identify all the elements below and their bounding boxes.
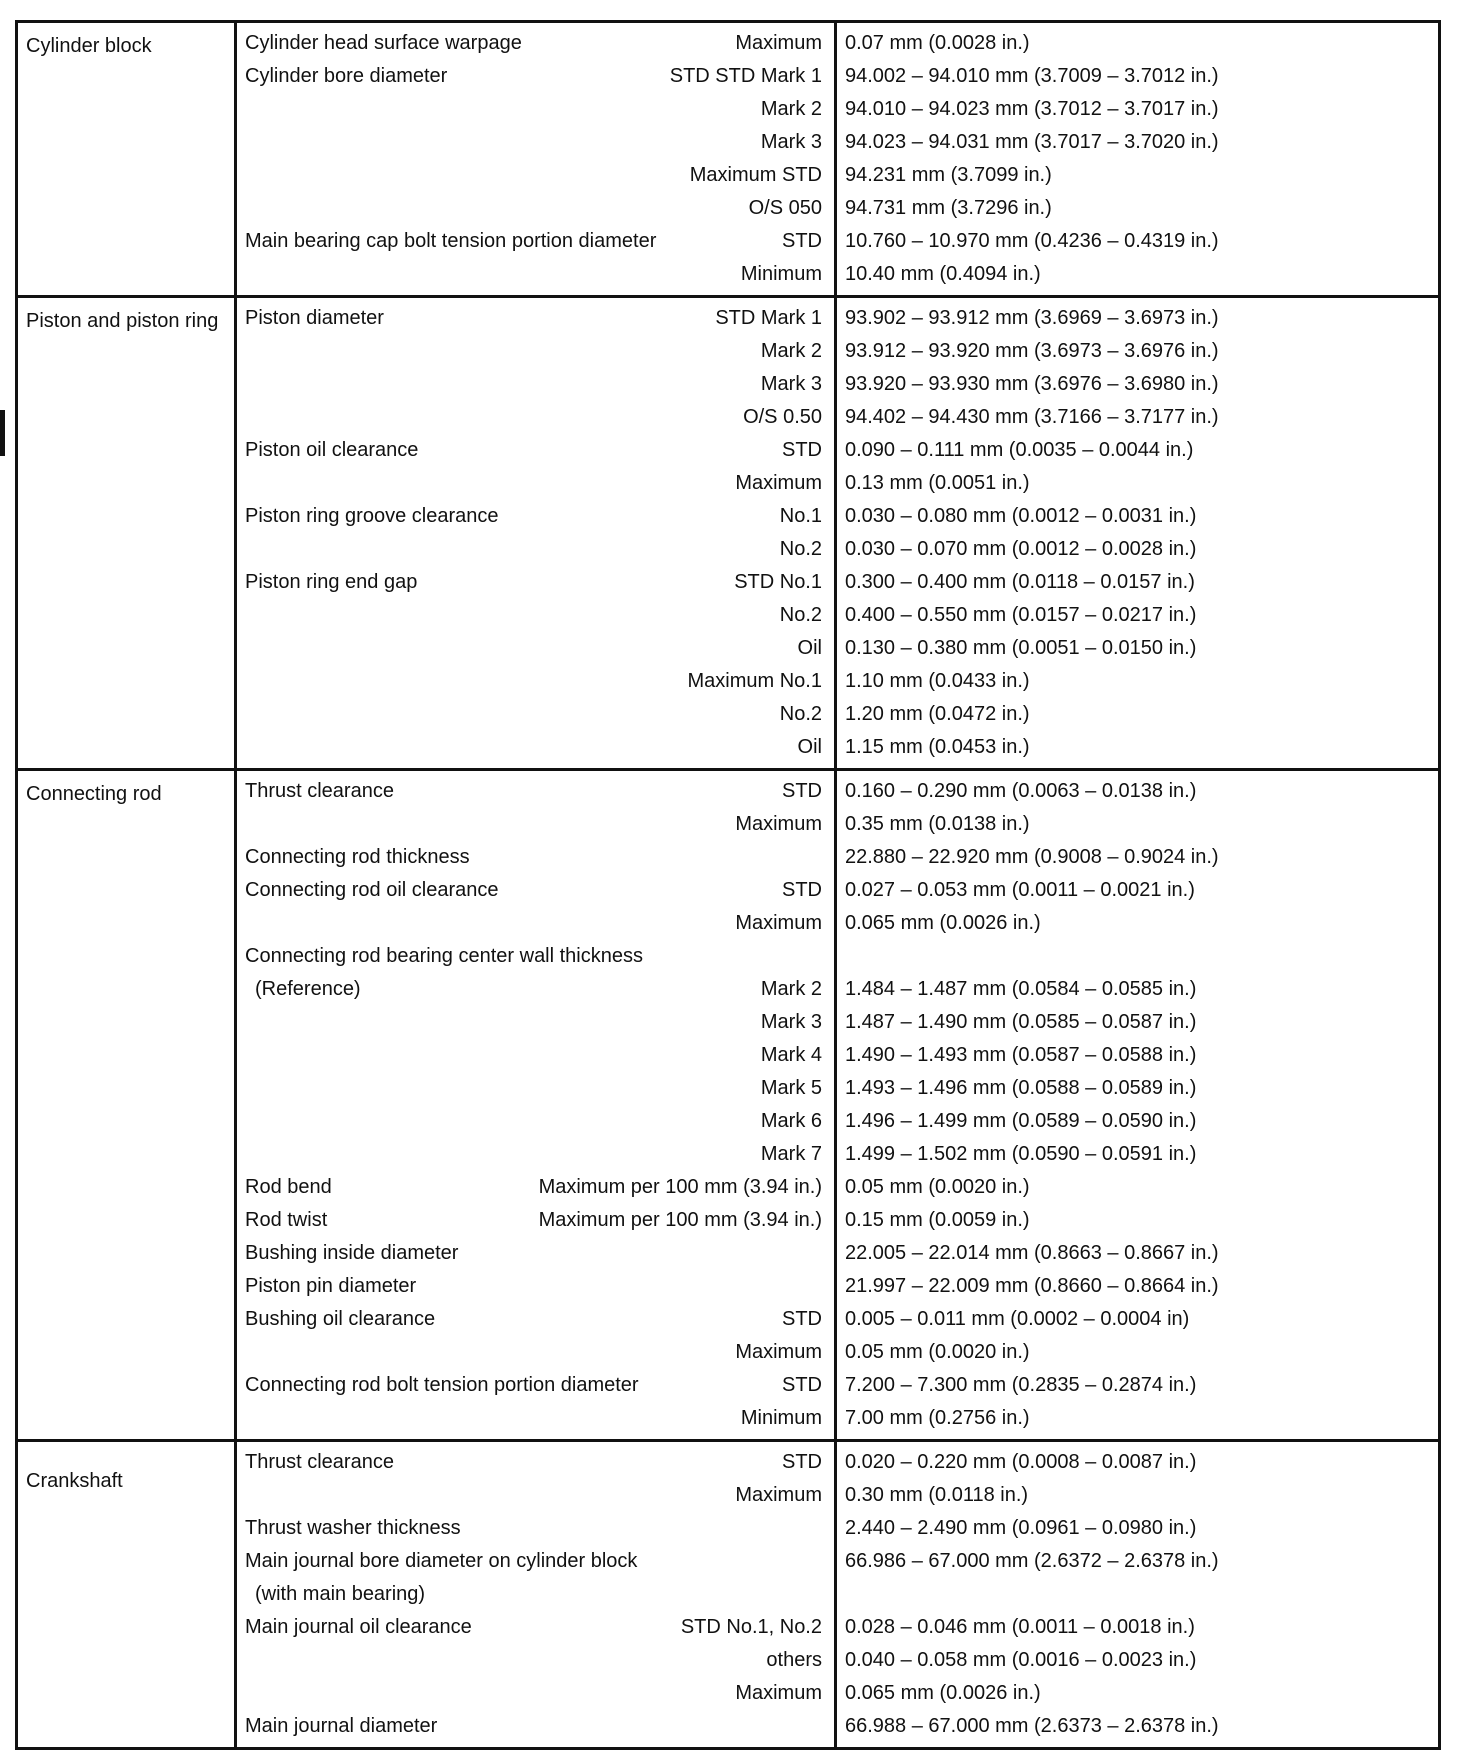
item-label bbox=[237, 731, 798, 764]
spec-value: 1.15 mm (0.0453 in.) bbox=[845, 736, 1030, 758]
spec-item-row bbox=[237, 1072, 834, 1105]
item-qualifier: Mark 6 bbox=[760, 1110, 822, 1132]
spec-value: 0.400 – 0.550 mm (0.0157 – 0.0217 in.) bbox=[845, 604, 1197, 626]
spec-item-row bbox=[237, 302, 834, 335]
spec-value: 1.484 – 1.487 mm (0.0584 – 0.0585 in.) bbox=[845, 978, 1197, 1000]
item-label: Thrust clearance bbox=[245, 1451, 394, 1473]
spec-value-row bbox=[837, 599, 1438, 632]
item-label bbox=[237, 1644, 766, 1677]
item-qualifier: Mark 3 bbox=[760, 373, 822, 395]
spec-value: 0.090 – 0.111 mm (0.0035 – 0.0044 in.) bbox=[845, 439, 1194, 461]
spec-item-row bbox=[237, 1479, 834, 1512]
item-qualifier: Maximum bbox=[735, 813, 822, 835]
spec-value-row bbox=[837, 159, 1438, 192]
spec-value-row bbox=[837, 60, 1438, 93]
spec-item-row bbox=[237, 599, 834, 632]
item-label bbox=[237, 1072, 761, 1105]
item-label bbox=[237, 1479, 735, 1512]
item-qualifier: Mark 4 bbox=[760, 1044, 822, 1066]
spec-value: 0.040 – 0.058 mm (0.0016 – 0.0023 in.) bbox=[845, 1649, 1197, 1671]
spec-item-row bbox=[237, 1545, 834, 1578]
spec-value-row bbox=[837, 302, 1438, 335]
spec-item-row bbox=[237, 225, 834, 258]
item-qualifier: Maximum bbox=[735, 1484, 822, 1506]
spec-item-row bbox=[237, 126, 834, 159]
item-qualifier bbox=[822, 1512, 834, 1545]
item-qualifier: No.1 bbox=[779, 505, 822, 527]
spec-item-row bbox=[237, 192, 834, 225]
item-qualifier: STD bbox=[782, 879, 822, 901]
spec-value-row bbox=[837, 698, 1438, 731]
spec-value-row bbox=[837, 1138, 1438, 1171]
spec-table-body bbox=[17, 22, 1440, 1749]
spec-item-row bbox=[237, 1710, 834, 1743]
spec-value-row bbox=[837, 1611, 1438, 1644]
item-label: Piston pin diameter bbox=[245, 1275, 417, 1297]
spec-item-row bbox=[237, 93, 834, 126]
item-column bbox=[236, 297, 836, 770]
spec-value: 7.200 – 7.300 mm (0.2835 – 0.2874 in.) bbox=[845, 1374, 1197, 1396]
spec-item-row bbox=[237, 1039, 834, 1072]
item-label bbox=[237, 907, 735, 940]
spec-item-row bbox=[237, 1512, 834, 1545]
item-qualifier: No.2 bbox=[779, 703, 822, 725]
spec-value: 7.00 mm (0.2756 in.) bbox=[845, 1407, 1030, 1429]
spec-value-row bbox=[837, 335, 1438, 368]
item-label: Main bearing cap bolt tension portion diameter bbox=[245, 230, 657, 252]
item-label bbox=[237, 808, 735, 841]
item-qualifier: No.2 bbox=[779, 604, 822, 626]
spec-value-row bbox=[837, 1204, 1438, 1237]
spec-item-row bbox=[237, 533, 834, 566]
spec-value: 1.487 – 1.490 mm (0.0585 – 0.0587 in.) bbox=[845, 1011, 1197, 1033]
item-label bbox=[237, 1006, 761, 1039]
item-qualifier: STD bbox=[782, 1451, 822, 1473]
item-qualifier: others bbox=[766, 1649, 822, 1671]
item-label bbox=[237, 1336, 735, 1369]
item-qualifier: O/S 0.50 bbox=[743, 406, 822, 428]
spec-value-row bbox=[837, 665, 1438, 698]
spec-item-row bbox=[237, 973, 834, 1006]
item-label bbox=[237, 335, 761, 368]
spec-item-row bbox=[237, 1677, 834, 1710]
spec-item-row bbox=[237, 1171, 834, 1204]
spec-item-row bbox=[237, 401, 834, 434]
item-qualifier: Maximum bbox=[735, 1341, 822, 1363]
item-label: Bushing inside diameter bbox=[245, 1242, 459, 1264]
spec-value: 21.997 – 22.009 mm (0.8660 – 0.8664 in.) bbox=[845, 1275, 1219, 1297]
item-label: Thrust clearance bbox=[245, 780, 394, 802]
spec-value: 66.988 – 67.000 mm (2.6373 – 2.6378 in.) bbox=[845, 1715, 1219, 1737]
spec-value: 0.05 mm (0.0020 in.) bbox=[845, 1176, 1030, 1198]
spec-item-row bbox=[237, 434, 834, 467]
value-column bbox=[836, 770, 1440, 1441]
spec-value-row bbox=[837, 225, 1438, 258]
item-qualifier: Maximum bbox=[735, 912, 822, 934]
item-label: Main journal oil clearance bbox=[245, 1616, 472, 1638]
category-label: Piston and piston ring bbox=[17, 297, 236, 770]
spec-value-row bbox=[837, 1006, 1438, 1039]
item-label: Connecting rod bearing center wall thickness bbox=[245, 945, 643, 967]
item-label: Rod bend bbox=[245, 1176, 332, 1198]
spec-item-row bbox=[237, 368, 834, 401]
spec-value-row bbox=[837, 973, 1438, 1006]
spec-value: 22.005 – 22.014 mm (0.8663 – 0.8667 in.) bbox=[845, 1242, 1219, 1264]
item-label: Bushing oil clearance bbox=[245, 1308, 436, 1330]
item-qualifier: Minimum bbox=[740, 1407, 822, 1429]
item-label bbox=[237, 533, 780, 566]
item-qualifier bbox=[822, 1710, 834, 1743]
spec-value: 94.010 – 94.023 mm (3.7012 – 3.7017 in.) bbox=[845, 98, 1219, 120]
spec-value-row bbox=[837, 775, 1438, 808]
spec-value-row bbox=[837, 1512, 1438, 1545]
spec-item-row bbox=[237, 874, 834, 907]
spec-item-row bbox=[237, 1204, 834, 1237]
spec-value-row bbox=[837, 1039, 1438, 1072]
spec-value-row bbox=[837, 1578, 1438, 1611]
item-label bbox=[237, 1105, 761, 1138]
item-qualifier: STD bbox=[782, 439, 822, 461]
spec-item-row bbox=[237, 1336, 834, 1369]
item-qualifier: Mark 7 bbox=[760, 1143, 822, 1165]
item-qualifier: Mark 3 bbox=[760, 1011, 822, 1033]
item-label: Main journal bore diameter on cylinder block bbox=[245, 1550, 638, 1572]
spec-item-row bbox=[237, 940, 834, 973]
item-label: Connecting rod oil clearance bbox=[245, 879, 499, 901]
spec-item-row bbox=[237, 665, 834, 698]
spec-item-row bbox=[237, 500, 834, 533]
item-label: Connecting rod bolt tension portion diameter bbox=[245, 1374, 639, 1396]
spec-item-row bbox=[237, 1237, 834, 1270]
item-qualifier: No.2 bbox=[779, 538, 822, 560]
spec-value: 93.912 – 93.920 mm (3.6973 – 3.6976 in.) bbox=[845, 340, 1219, 362]
spec-value: 94.023 – 94.031 mm (3.7017 – 3.7020 in.) bbox=[845, 131, 1219, 153]
spec-item-row bbox=[237, 27, 834, 60]
spec-section bbox=[17, 770, 1440, 1441]
item-qualifier: Mark 2 bbox=[760, 98, 822, 120]
spec-value-row bbox=[837, 940, 1438, 973]
spec-value-row bbox=[837, 1171, 1438, 1204]
spec-item-row bbox=[237, 907, 834, 940]
item-qualifier bbox=[822, 1545, 834, 1578]
item-label bbox=[237, 159, 690, 192]
item-qualifier: Maximum bbox=[735, 472, 822, 494]
spec-value: 0.020 – 0.220 mm (0.0008 – 0.0087 in.) bbox=[845, 1451, 1197, 1473]
item-label bbox=[237, 126, 761, 159]
spec-value: 0.005 – 0.011 mm (0.0002 – 0.0004 in) bbox=[845, 1308, 1190, 1330]
item-qualifier: Mark 3 bbox=[760, 131, 822, 153]
spec-value: 93.902 – 93.912 mm (3.6969 – 3.6973 in.) bbox=[845, 307, 1219, 329]
item-label bbox=[237, 632, 798, 665]
spec-value: 2.440 – 2.490 mm (0.0961 – 0.0980 in.) bbox=[845, 1517, 1197, 1539]
item-label bbox=[237, 1039, 761, 1072]
spec-item-row bbox=[237, 1270, 834, 1303]
item-label bbox=[237, 467, 735, 500]
spec-value: 94.402 – 94.430 mm (3.7166 – 3.7177 in.) bbox=[845, 406, 1219, 428]
item-qualifier: Minimum bbox=[740, 263, 822, 285]
spec-value-row bbox=[837, 1710, 1438, 1743]
item-label bbox=[237, 1402, 741, 1435]
spec-value: 10.40 mm (0.4094 in.) bbox=[845, 263, 1041, 285]
spec-value-row bbox=[837, 467, 1438, 500]
spec-item-row bbox=[237, 467, 834, 500]
spec-value: 1.20 mm (0.0472 in.) bbox=[845, 703, 1030, 725]
item-qualifier: Maximum per 100 mm (3.94 in.) bbox=[538, 1176, 822, 1198]
item-qualifier: STD bbox=[782, 780, 822, 802]
item-label bbox=[237, 192, 749, 225]
spec-value-row bbox=[837, 808, 1438, 841]
category-label: Crankshaft bbox=[17, 1441, 236, 1749]
spec-value-row bbox=[837, 1545, 1438, 1578]
item-label bbox=[237, 401, 743, 434]
spec-value: 1.490 – 1.493 mm (0.0587 – 0.0588 in.) bbox=[845, 1044, 1197, 1066]
spec-value-row bbox=[837, 500, 1438, 533]
item-qualifier bbox=[822, 1578, 834, 1611]
item-qualifier: Maximum bbox=[735, 1682, 822, 1704]
spec-item-row bbox=[237, 698, 834, 731]
spec-value-row bbox=[837, 632, 1438, 665]
item-label: Piston ring end gap bbox=[245, 571, 418, 593]
item-label: (Reference) bbox=[255, 978, 361, 1000]
spec-value-row bbox=[837, 1402, 1438, 1435]
spec-item-row bbox=[237, 566, 834, 599]
spec-value-row bbox=[837, 93, 1438, 126]
spec-section bbox=[17, 22, 1440, 297]
item-label: Main journal diameter bbox=[245, 1715, 438, 1737]
item-label bbox=[237, 258, 741, 291]
spec-item-row bbox=[237, 775, 834, 808]
item-qualifier: STD bbox=[782, 1308, 822, 1330]
spec-value: 94.731 mm (3.7296 in.) bbox=[845, 197, 1052, 219]
spec-value: 94.231 mm (3.7099 in.) bbox=[845, 164, 1052, 186]
spec-value-row bbox=[837, 1644, 1438, 1677]
item-label bbox=[237, 368, 761, 401]
spec-value-row bbox=[837, 566, 1438, 599]
item-qualifier: STD STD Mark 1 bbox=[669, 65, 822, 87]
spec-value: 1.499 – 1.502 mm (0.0590 – 0.0591 in.) bbox=[845, 1143, 1197, 1165]
item-qualifier bbox=[822, 841, 834, 874]
spec-item-row bbox=[237, 1611, 834, 1644]
spec-value: 0.05 mm (0.0020 in.) bbox=[845, 1341, 1030, 1363]
item-label bbox=[237, 599, 780, 632]
spec-value: 0.027 – 0.053 mm (0.0011 – 0.0021 in.) bbox=[845, 879, 1195, 901]
spec-value-row bbox=[837, 907, 1438, 940]
item-label bbox=[237, 1138, 761, 1171]
item-column bbox=[236, 770, 836, 1441]
spec-item-row bbox=[237, 1105, 834, 1138]
spec-value-row bbox=[837, 27, 1438, 60]
item-qualifier: STD bbox=[782, 230, 822, 252]
spec-item-row bbox=[237, 1006, 834, 1039]
spec-value-row bbox=[837, 1479, 1438, 1512]
spec-item-row bbox=[237, 60, 834, 93]
item-label bbox=[237, 698, 780, 731]
spec-value: 0.030 – 0.080 mm (0.0012 – 0.0031 in.) bbox=[845, 505, 1197, 527]
item-qualifier: STD bbox=[782, 1374, 822, 1396]
spec-value: 66.986 – 67.000 mm (2.6372 – 2.6378 in.) bbox=[845, 1550, 1219, 1572]
spec-value: 0.13 mm (0.0051 in.) bbox=[845, 472, 1030, 494]
item-label: Rod twist bbox=[245, 1209, 328, 1231]
item-label bbox=[237, 1677, 735, 1710]
spec-value-row bbox=[837, 434, 1438, 467]
item-qualifier bbox=[822, 940, 834, 973]
spec-item-row bbox=[237, 1402, 834, 1435]
item-column bbox=[236, 22, 836, 297]
spec-value-row bbox=[837, 533, 1438, 566]
spec-value: 94.002 – 94.010 mm (3.7009 – 3.7012 in.) bbox=[845, 65, 1219, 87]
spec-value-row bbox=[837, 1270, 1438, 1303]
item-label: Piston ring groove clearance bbox=[245, 505, 499, 527]
item-label: Thrust washer thickness bbox=[245, 1517, 461, 1539]
item-qualifier: Oil bbox=[797, 736, 822, 758]
item-label: Piston oil clearance bbox=[245, 439, 419, 461]
spec-value-row bbox=[837, 126, 1438, 159]
spec-item-row bbox=[237, 1578, 834, 1611]
spec-value: 0.07 mm (0.0028 in.) bbox=[845, 32, 1030, 54]
spec-value: 0.065 mm (0.0026 in.) bbox=[845, 1682, 1041, 1704]
item-qualifier: O/S 050 bbox=[748, 197, 822, 219]
spec-section bbox=[17, 297, 1440, 770]
spec-value-row bbox=[837, 841, 1438, 874]
spec-value: 0.065 mm (0.0026 in.) bbox=[845, 912, 1041, 934]
item-label bbox=[237, 665, 688, 698]
spec-value: 0.130 – 0.380 mm (0.0051 – 0.0150 in.) bbox=[845, 637, 1197, 659]
spec-value: 0.15 mm (0.0059 in.) bbox=[845, 1209, 1030, 1231]
item-qualifier: Oil bbox=[797, 637, 822, 659]
item-label: (with main bearing) bbox=[255, 1583, 426, 1605]
spec-value-row bbox=[837, 1105, 1438, 1138]
item-qualifier: Mark 5 bbox=[760, 1077, 822, 1099]
spec-value: 0.030 – 0.070 mm (0.0012 – 0.0028 in.) bbox=[845, 538, 1197, 560]
spec-value: 0.028 – 0.046 mm (0.0011 – 0.0018 in.) bbox=[845, 1616, 1195, 1638]
spec-value: 0.30 mm (0.0118 in.) bbox=[845, 1484, 1029, 1506]
spec-value: 10.760 – 10.970 mm (0.4236 – 0.4319 in.) bbox=[845, 230, 1219, 252]
item-qualifier: Maximum No.1 bbox=[687, 670, 822, 692]
spec-value-row bbox=[837, 401, 1438, 434]
spec-item-row bbox=[237, 159, 834, 192]
item-qualifier: Maximum bbox=[735, 32, 822, 54]
spec-value: 0.35 mm (0.0138 in.) bbox=[845, 813, 1030, 835]
spec-value: 22.880 – 22.920 mm (0.9008 – 0.9024 in.) bbox=[845, 846, 1219, 868]
item-qualifier: Mark 2 bbox=[760, 978, 822, 1000]
spec-section bbox=[17, 1441, 1440, 1749]
spec-value-row bbox=[837, 1303, 1438, 1336]
item-label: Cylinder head surface warpage bbox=[245, 32, 522, 54]
spec-value-row bbox=[837, 258, 1438, 291]
item-qualifier: STD No.1, No.2 bbox=[680, 1616, 822, 1638]
spec-value: 0.300 – 0.400 mm (0.0118 – 0.0157 in.) bbox=[845, 571, 1195, 593]
spec-value-row bbox=[837, 1446, 1438, 1479]
spec-item-row bbox=[237, 335, 834, 368]
spec-value-row bbox=[837, 874, 1438, 907]
item-label: Piston diameter bbox=[245, 307, 384, 329]
spec-value-row bbox=[837, 731, 1438, 764]
spec-value: 1.493 – 1.496 mm (0.0588 – 0.0589 in.) bbox=[845, 1077, 1197, 1099]
item-label: Connecting rod thickness bbox=[245, 846, 470, 868]
spec-value: 93.920 – 93.930 mm (3.6976 – 3.6980 in.) bbox=[845, 373, 1219, 395]
item-qualifier: Maximum per 100 mm (3.94 in.) bbox=[538, 1209, 822, 1231]
spec-value-row bbox=[837, 1369, 1438, 1402]
spec-value: 0.160 – 0.290 mm (0.0063 – 0.0138 in.) bbox=[845, 780, 1197, 802]
spec-value-row bbox=[837, 1336, 1438, 1369]
spec-item-row bbox=[237, 841, 834, 874]
spec-item-row bbox=[237, 1369, 834, 1402]
spec-item-row bbox=[237, 1303, 834, 1336]
item-qualifier: STD Mark 1 bbox=[715, 307, 822, 329]
item-label: Cylinder bore diameter bbox=[245, 65, 448, 87]
item-qualifier bbox=[822, 1237, 834, 1270]
category-label: Connecting rod bbox=[17, 770, 236, 1441]
spec-value-row bbox=[837, 1677, 1438, 1710]
value-column bbox=[836, 1441, 1440, 1749]
spec-item-row bbox=[237, 258, 834, 291]
spec-item-row bbox=[237, 1446, 834, 1479]
item-qualifier: STD No.1 bbox=[734, 571, 822, 593]
spec-value-row bbox=[837, 1237, 1438, 1270]
spec-value-row bbox=[837, 1072, 1438, 1105]
spec-value-row bbox=[837, 192, 1438, 225]
spec-value: 1.10 mm (0.0433 in.) bbox=[845, 670, 1030, 692]
spec-item-row bbox=[237, 808, 834, 841]
spec-item-row bbox=[237, 1138, 834, 1171]
value-column bbox=[836, 297, 1440, 770]
item-qualifier: Mark 2 bbox=[760, 340, 822, 362]
spec-item-row bbox=[237, 632, 834, 665]
spec-item-row bbox=[237, 731, 834, 764]
item-qualifier bbox=[822, 1270, 834, 1303]
spec-value-row bbox=[837, 368, 1438, 401]
category-label: Cylinder block bbox=[17, 22, 236, 297]
spec-value: 1.496 – 1.499 mm (0.0589 – 0.0590 in.) bbox=[845, 1110, 1197, 1132]
specification-table bbox=[15, 20, 1441, 1750]
scan-artifact bbox=[0, 410, 5, 456]
item-qualifier: Maximum STD bbox=[689, 164, 822, 186]
value-column bbox=[836, 22, 1440, 297]
spec-item-row bbox=[237, 1644, 834, 1677]
item-label bbox=[237, 93, 761, 126]
item-column bbox=[236, 1441, 836, 1749]
